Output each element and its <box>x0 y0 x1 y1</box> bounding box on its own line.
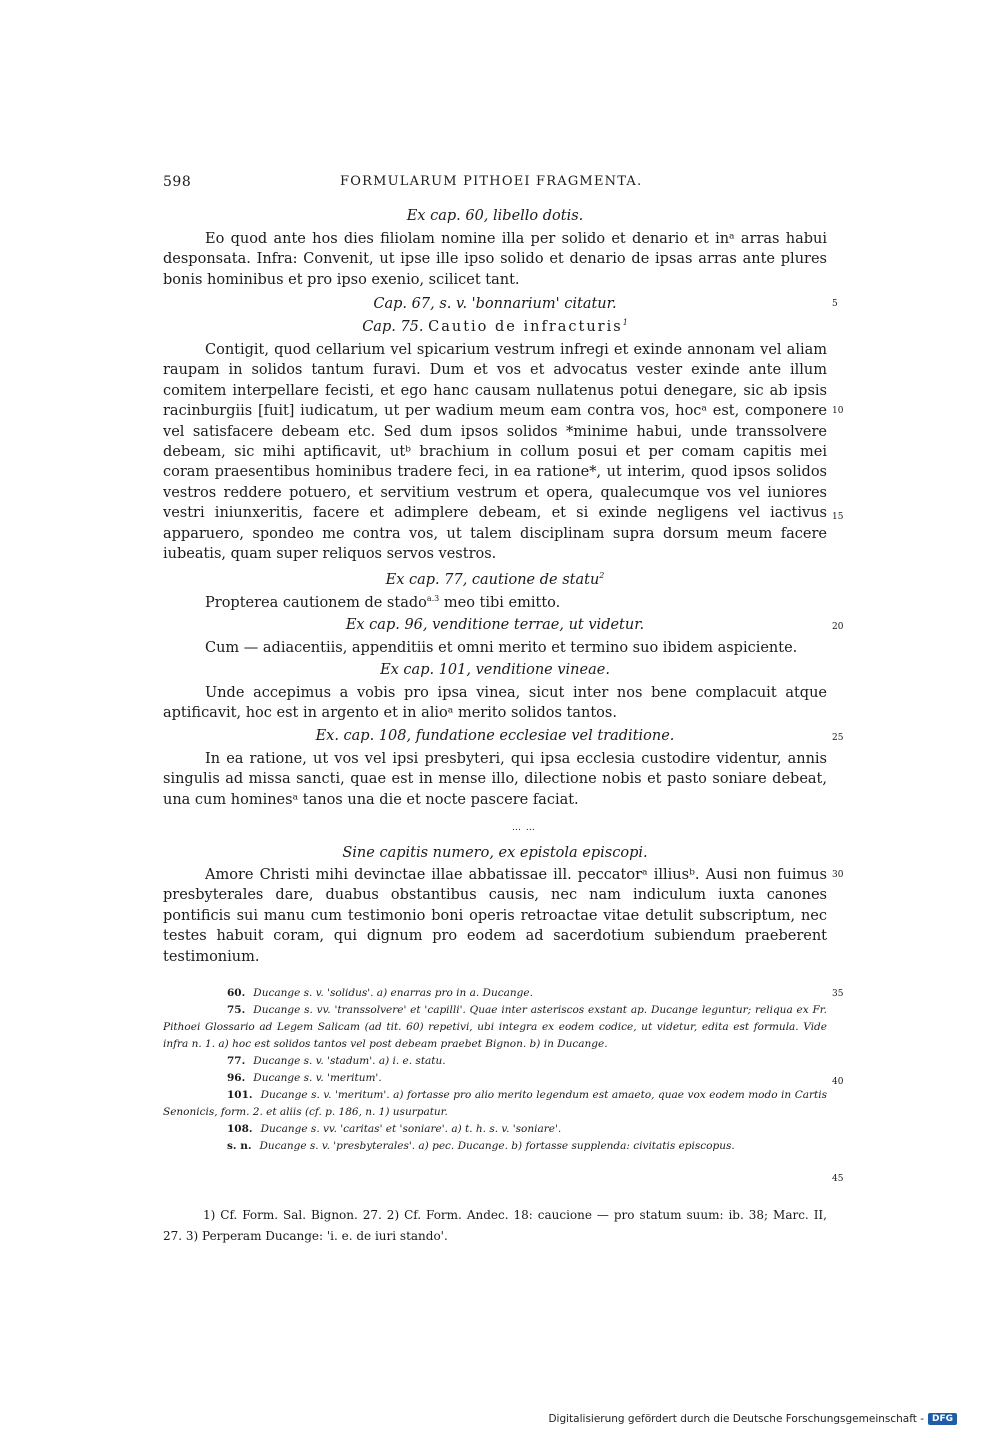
note-number: 75. <box>227 1004 246 1016</box>
section-heading: Cap. 67, s. v. 'bonnarium' citatur. <box>373 296 617 312</box>
line-number: 40 <box>832 1077 844 1087</box>
note-number: 77. <box>227 1055 246 1067</box>
critical-note <box>163 1121 827 1138</box>
running-title: FORMULARUM PITHOEI FRAGMENTA. <box>340 174 643 189</box>
line-number: 45 <box>832 1174 844 1184</box>
line-number: 20 <box>832 622 844 632</box>
text-part: Propterea cautionem de stado <box>205 595 427 611</box>
footnote-ref: a.3 <box>426 594 440 604</box>
section-text: Unde accepimus a vobis pro ipsa vinea, sicut inter nos bene complacuit atque aptificavit, hoc est in argento et in alioᵃ merito solidos tantos. <box>163 685 827 722</box>
section-text: Cum — adiacentiis, appenditiis et omni merito et termino suo ibidem aspiciente. <box>205 640 798 656</box>
section-heading <box>163 319 827 335</box>
note-text: Ducange s. v. 'meritum'. <box>253 1072 382 1084</box>
critical-note <box>163 1002 827 1053</box>
footnotes: 1) Cf. Form. Sal. Bignon. 27. 2) Cf. Form. Andec. 18: caucione — pro statum suum: ib. 38; Marc. II, 27. 3) Perperam Ducange: 'i. e. de iuri stando'. <box>163 1208 827 1243</box>
note-number: 108. <box>227 1123 253 1135</box>
footnote-ref: 2 <box>599 571 605 581</box>
separator: … … <box>512 823 536 833</box>
line-number: 30 <box>832 870 844 880</box>
section-text: In ea ratione, ut vos vel ipsi presbyteri, qui ipsa ecclesia custodire videntur, annis singulis ad missa sancti, quae est in mense illo, dilectione nobis et pasto soniare debeat, una cum hominesᵃ tanos una die et nocte pascere faciat. <box>163 751 827 808</box>
section-heading: Sine capitis numero, ex epistola episcopi. <box>342 845 648 861</box>
note-text: Ducange s. vv. 'transsolvere' et 'capilli'. Quae inter asteriscos exstant ap. Ducange leguntur; reliqua ex Fr. Pithoei Glossario ad Legem Salicam (ad tit. 60) repetivi, ubi integra ex eodem codice, ut videtur, edita est formula. Vide infra n. 1. a) hoc est solidos tantos vel post debeam praebet Bignon. b) in Ducange. <box>163 1004 827 1050</box>
page-number: 598 <box>163 174 192 190</box>
footer-text: Digitalisierung gefördert durch die Deutsche Forschungsgemeinschaft - <box>548 1413 924 1425</box>
heading-prefix: Cap. 75. <box>362 319 424 335</box>
note-number: s. n. <box>227 1140 252 1152</box>
critical-note <box>163 1087 827 1121</box>
section-heading: Ex cap. 101, venditione vineae. <box>380 662 610 678</box>
section-text <box>163 593 827 613</box>
note-text: Ducange s. v. 'meritum'. a) fortasse pro alio merito legendum est amaeto, quae vox eodem modo in Cartis Senonicis, form. 2. et aliis (cf. p. 186, n. 1) usurpatur. <box>163 1089 827 1118</box>
note-number: 101. <box>227 1089 253 1101</box>
note-text: Ducange s. v. 'presbyterales'. a) pec. Ducange. b) fortasse supplenda: civitatis episcopus. <box>259 1140 735 1152</box>
line-number: 5 <box>832 299 838 309</box>
heading-title: Ex cap. 77, cautione de statu <box>385 572 600 588</box>
section-text: Amore Christi mihi devinctae illae abbatissae ill. peccatorᵃ illiusᵇ. Ausi non fuimus presbyterales dare, duabus obstantibus causis, nec nam indiculum iuxta canones pontificis sui manu cum testimonio boni operis retroactae vitae detulit subscriptum, nec testes habuit coram, qui dignum pro eodem ad sacerdotium subiendum praeberent testimonium. <box>163 867 827 965</box>
section-heading: Ex cap. 60, libello dotis. <box>406 208 584 224</box>
section-text: Contigit, quod cellarium vel spicarium vestrum infregi et exinde annonam vel aliam raupam in solidos tantum furavi. Dum et vos et advocatus vester exinde ante illum comitem interpellare fecisti, et ego hanc causam nullatenus potui denegare, sic ab ipsis racinburgiis [fuit] iudicatum, ut per wadium meum eam contra vos, hocᵃ est, componere vel satisfacere debeam etc. Sed dum ipsos solidos *minime habui, unde transsolvere debeam, sic mihi aptificavit, utᵇ brachium in collum posui et per comam capitis mei coram praesentibus hominibus tradere feci, in ea ratione*, ut interim, quod ipsos solidos vestros reddere potuero, et servitium vestrum et opera, qualecumque vos vel iuniores vestri iniunxeritis, facere et adimplere debeam, et si exinde negligens vel iactivus apparuero, spondeo me contra vos, ut talem disciplinam supra dorsum meum facere iubeatis, quam super reliquos servos vestros. <box>163 342 827 563</box>
note-text: Ducange s. v. 'stadum'. a) i. e. statu. <box>253 1055 446 1067</box>
line-number: 10 <box>832 406 844 416</box>
digitization-footer <box>548 1413 957 1425</box>
critical-note <box>163 1053 827 1070</box>
critical-apparatus <box>163 985 827 1155</box>
section-text: Eo quod ante hos dies filiolam nomine illa per solido et denario et inᵃ arras habui desponsata. Infra: Convenit, ut ipse ille ipso solido et denario de ipsas arras ante plures bonis hominibus et pro ipso exenio, scilicet tant. <box>163 231 827 288</box>
section-heading: Ex cap. 96, venditione terrae, ut videtur. <box>345 617 645 633</box>
note-text: Ducange s. v. 'solidus'. a) enarras pro in a. Ducange. <box>253 987 533 999</box>
heading-title: Cautio de infracturis <box>428 319 623 335</box>
section-heading <box>163 572 827 588</box>
line-number: 25 <box>832 733 844 743</box>
text-part: meo tibi emitto. <box>439 595 561 611</box>
dfg-logo: DFG <box>928 1413 957 1425</box>
footnote-ref: 1 <box>622 318 628 328</box>
note-number: 60. <box>227 987 246 999</box>
critical-note <box>163 1070 827 1087</box>
critical-note <box>163 1138 827 1155</box>
note-text: Ducange s. vv. 'caritas' et 'soniare'. a) t. h. s. v. 'soniare'. <box>260 1123 562 1135</box>
critical-note <box>163 985 827 1002</box>
line-number: 15 <box>832 512 844 522</box>
line-number: 35 <box>832 989 844 999</box>
section-heading: Ex. cap. 108, fundatione ecclesiae vel traditione. <box>315 728 675 744</box>
note-number: 96. <box>227 1072 246 1084</box>
